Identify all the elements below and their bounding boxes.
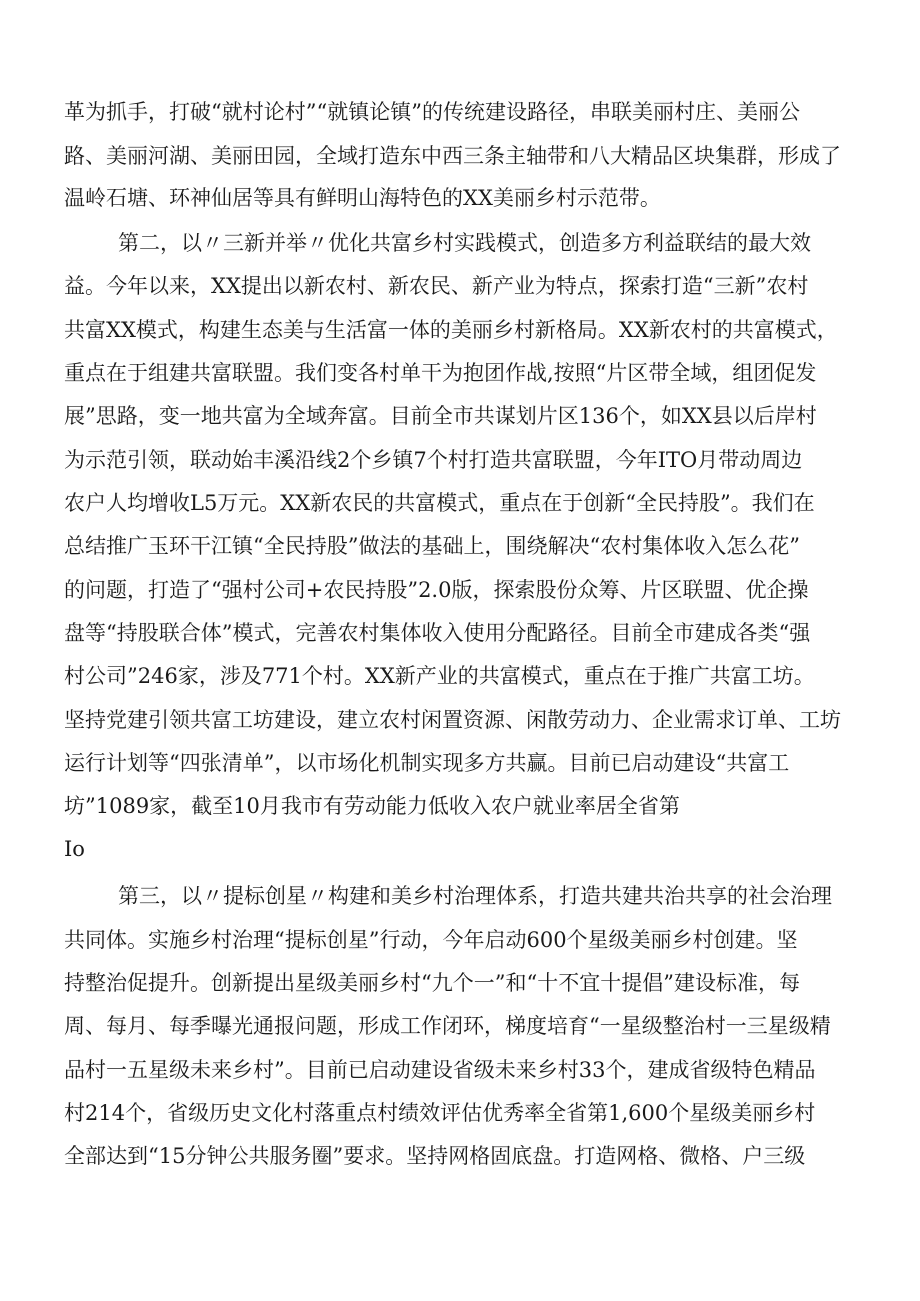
text-line: 的问题，打造了“强村公司+农民持股”2.0版，探索股份众筹、片区联盟、优企操	[64, 578, 809, 602]
text-line: 益。今年以来，XX提出以新农村、新农民、新产业为特点，探索打造“三新”农村	[64, 274, 809, 298]
text-line: 共同体。实施乡村治理“提标创星”行动，今年启动600个星级美丽乡村创建。坚	[64, 928, 798, 952]
text-line: 为示范引领，联动始丰溪沿线2个乡镇7个村打造共富联盟，今年ITO月带动周边	[64, 448, 803, 472]
text-line: Io	[64, 837, 85, 861]
text-line: 总结推广玉环干江镇“全民持股”做法的基础上，围绕解决“农村集体收入怎么花”	[64, 534, 800, 558]
text-line: 村214个，省级历史文化村落重点村绩效评估优秀率全省第1,600个星级美丽乡村	[64, 1101, 816, 1125]
text-line: 革为抓手，打破“就村论村”“就镇论镇”的传统建设路径，串联美丽村庄、美丽公	[64, 100, 800, 124]
text-line: 运行计划等“四张清单”，以市场化机制实现多方共赢。目前已启动建设“共富工	[64, 751, 790, 775]
text-line: 温岭石塘、环神仙居等具有鲜明山海特色的XX美丽乡村示范带。	[64, 186, 661, 210]
text-line: 坊”1089家，截至10月我市有劳动能力低收入农户就业率居全省第	[64, 794, 680, 818]
text-line: 共富XX模式，构建生态美与生活富一体的美丽乡村新格局。XX新农村的共富模式，	[64, 318, 838, 342]
text-line: 持整治促提升。创新提出星级美丽乡村“九个一”和“十不宜十提倡”建设标准，每	[64, 971, 800, 995]
text-line: 坚持党建引领共富工坊建设，建立农村闲置资源、闲散劳动力、企业需求订单、工坊	[64, 708, 841, 732]
text-line: 展”思路，变一地共富为全域奔富。目前全市共谋划片区136个，如XX县以后岸村	[64, 404, 817, 428]
text-line: 村公司”246家，涉及771个村。XX新产业的共富模式，重点在于推广共富工坊。	[64, 664, 815, 688]
text-line: 农户人均增收L5万元。XX新农民的共富模式，重点在于创新“全民持股”。我们在	[64, 491, 815, 515]
text-line: 盘等“持股联合体”模式，完善农村集体收入使用分配路径。目前全市建成各类“强	[64, 621, 811, 645]
text-line: 路、美丽河湖、美丽田园，全域打造东中西三条主轴带和八大精品区块集群，形成了	[64, 144, 841, 168]
text-line: 全部达到“15分钟公共服务圈”要求。坚持网格固底盘。打造网格、微格、户三级	[64, 1144, 806, 1168]
text-line: 品村一五星级未来乡村”。目前已启动建设省级未来乡村33个，建成省级特色精品	[64, 1058, 816, 1082]
text-line: 周、每月、每季曝光通报问题，形成工作闭环，梯度培育“一星级整治村一三星级精	[64, 1014, 831, 1038]
text-line: 重点在于组建共富联盟。我们变各村单干为抱团作战,按照“片区带全域，组团促发	[64, 361, 817, 385]
paragraph-start-line: 第二，以〃三新并举〃优化共富乡村实践模式，创造多方利益联结的最大效	[118, 231, 811, 255]
paragraph-start-line: 第三，以〃提标创星〃构建和美乡村治理体系，打造共建共治共享的社会治理	[118, 884, 832, 908]
